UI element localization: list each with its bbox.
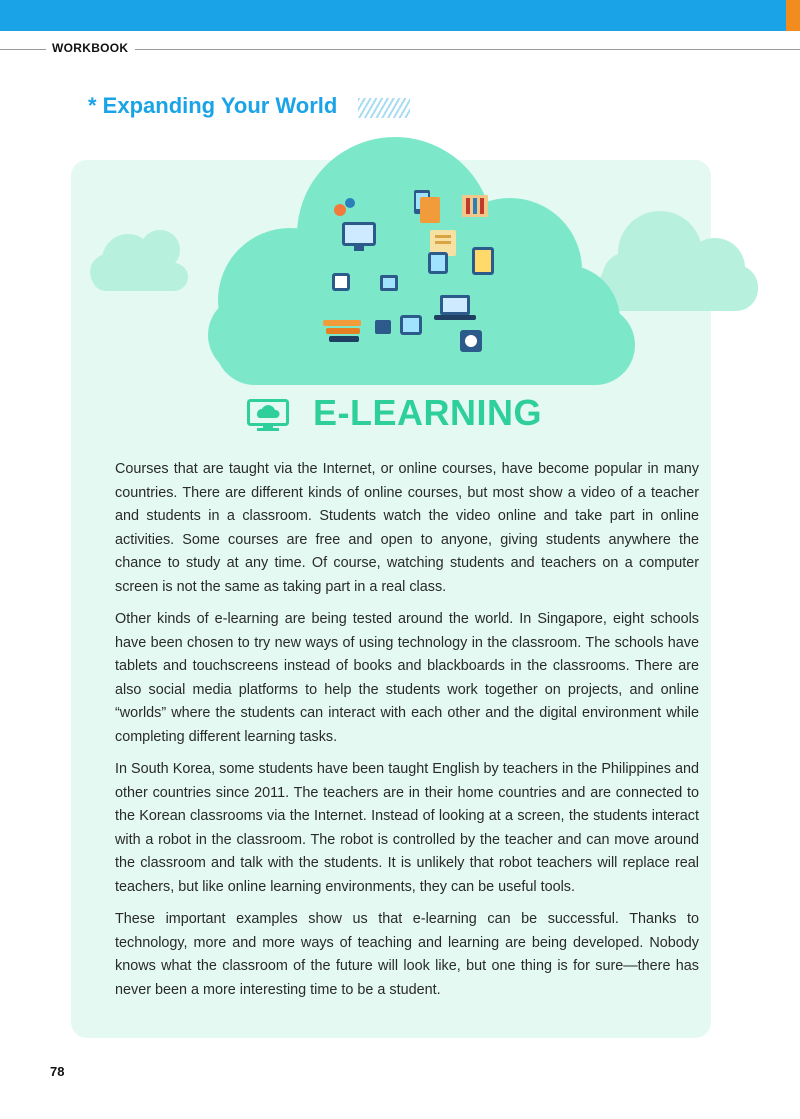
computer-screen-icon: [247, 399, 289, 431]
article-paragraph: In South Korea, some students have been taught English by teachers in the Philippines and other countries since 2011. The teachers are in their home countries and are connected to the Korean classrooms via the Internet. Instead of looking at a screen, the students interact with a robot in the classroom. The robot is controlled by the teacher and can move around the classroom and talk with the students. It is unlikely that robot teachers will replace real teachers, but like online learning environments, they can be useful tools.: [115, 761, 699, 895]
top-color-bar: [0, 0, 800, 31]
article-paragraph: These important examples show us that e-learning can be successful. Thanks to technology, more and more ways of teaching and learning are being developed. Nobody knows what the classroom of the future will look like, but one thing is for sure—there has never been a more interesting time to be a student.: [115, 911, 699, 998]
workbook-label: WORKBOOK: [52, 41, 129, 55]
cloud-illustration: [0, 135, 800, 395]
page-number: 78: [50, 1064, 65, 1079]
article-paragraph: Courses that are taught via the Internet, or online courses, have become popular in many countries. There are different kinds of online courses, but most show a video of a teacher and students in a classroom. Students watch the video online and take part in online activities. Some courses are free and open to anyone, giving students anywhere the chance to study at any time. Of course, watching students and teachers on a computer screen is not the same as taking part in a real class.: [115, 461, 699, 595]
section-title: * Expanding Your World: [88, 93, 338, 118]
main-cloud-icon: [208, 137, 635, 385]
small-cloud-left-icon: [90, 230, 188, 291]
header-rule-left: [0, 49, 46, 50]
article-title: E-LEARNING: [313, 392, 542, 433]
workbook-header: [0, 38, 800, 60]
title-decoration: [358, 98, 410, 118]
header-rule-right: [135, 49, 800, 50]
article-body: [115, 458, 699, 1011]
top-color-bar-accent: [786, 0, 800, 31]
small-cloud-right-icon: [598, 211, 758, 311]
article-paragraph: Other kinds of e-learning are being tested around the world. In Singapore, eight schools have been chosen to try new ways of using technology in the classroom. The schools have tablets and touchscreens instead of books and blackboards in the classrooms. There are also social media platforms to help the students work together on projects, and online “worlds” where the students can interact with each other and the digital environment while completing different learning tasks.: [115, 611, 699, 745]
